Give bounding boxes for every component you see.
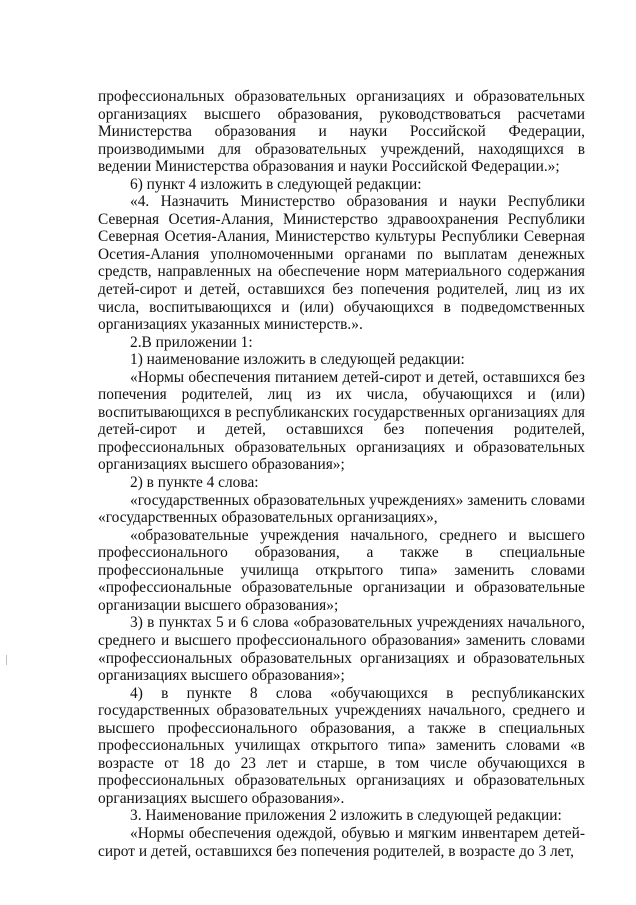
paragraph-2-2-a: «государственных образовательных учреждениях» заменить словами «государственных образовательных организациях», xyxy=(98,491,585,527)
paragraph-2-2: 2) в пункте 4 слова: xyxy=(130,474,259,492)
paragraph-2-2-b: «образовательные учреждения начального, среднего и высшего профессионального образования, а также в специальные профессиональные училища открытого типа» заменить словами «профессиональные образовательные организации и образовательные организации высшего образования»; xyxy=(98,526,585,614)
paragraph-point-4: «4. Назначить Министерство образования и науки Республики Северная Осетия-Алания, Министерство здравоохранения Республики Северная Осетия-Алания, Министерство культуры Республики Северная Осетия-Алания уполномоченными органами по выплатам денежных средств, направленных на обеспечение норм материального содержания детей-сирот и детей, оставшихся без попечения родителей, лиц из их числа, воспитывающихся и (или) обучающихся в подведомственных организациях указанных министерств.». xyxy=(98,193,585,334)
document-body xyxy=(98,88,585,860)
paragraph-2-1: 1) наименование изложить в следующей редакции: xyxy=(130,351,465,369)
paragraph-section-3: 3. Наименование приложения 2 изложить в следующей редакции: xyxy=(130,807,562,825)
paragraph-2-4: 4) в пункте 8 слова «обучающихся в республиканских государственных образовательных учреждениях начального, среднего и высшего профессионального образования, а также в специальных профессиональных училищах открытого типа» заменить словами «в возрасте от 18 до 23 лет и старше, в том числе обучающихся в профессиональных образовательных организациях и образовательных организациях высшего образования». xyxy=(98,684,585,807)
paragraph-continuation: профессиональных образовательных организациях и образовательных организациях высшего образования, руководствоваться расчетами Министерства образования и науки Российской Федерации, производимыми для образовательных учреждений, находящихся в ведении Министерства образования и науки Российской Федерации.»; xyxy=(98,88,585,176)
paragraph-item-6: 6) пункт 4 изложить в следующей редакции: xyxy=(130,175,422,193)
paragraph-2-3: 3) в пунктах 5 и 6 слова «образовательных учреждениях начального, среднего и высшего профессионального образования» заменить словами «профессиональных образовательных организациях и образовательных организациях высшего образования»; xyxy=(98,614,585,685)
scan-artifact-mark xyxy=(6,655,7,665)
paragraph-section-2: 2.В приложении 1: xyxy=(130,333,253,351)
paragraph-3-quote: «Нормы обеспечения одеждой, обувью и мягким инвентарем детей-сирот и детей, оставшихся без попечения родителей, в возрасте до 3 лет, xyxy=(98,824,585,860)
paragraph-2-1-quote: «Нормы обеспечения питанием детей-сирот и детей, оставшихся без попечения родителей, лиц из их числа, обучающихся и (или) воспитывающихся в республиканских государственных организациях для детей-сирот и детей, оставшихся без попечения родителей, профессиональных образовательных организациях и образовательных организациях высшего образования»; xyxy=(98,368,585,474)
